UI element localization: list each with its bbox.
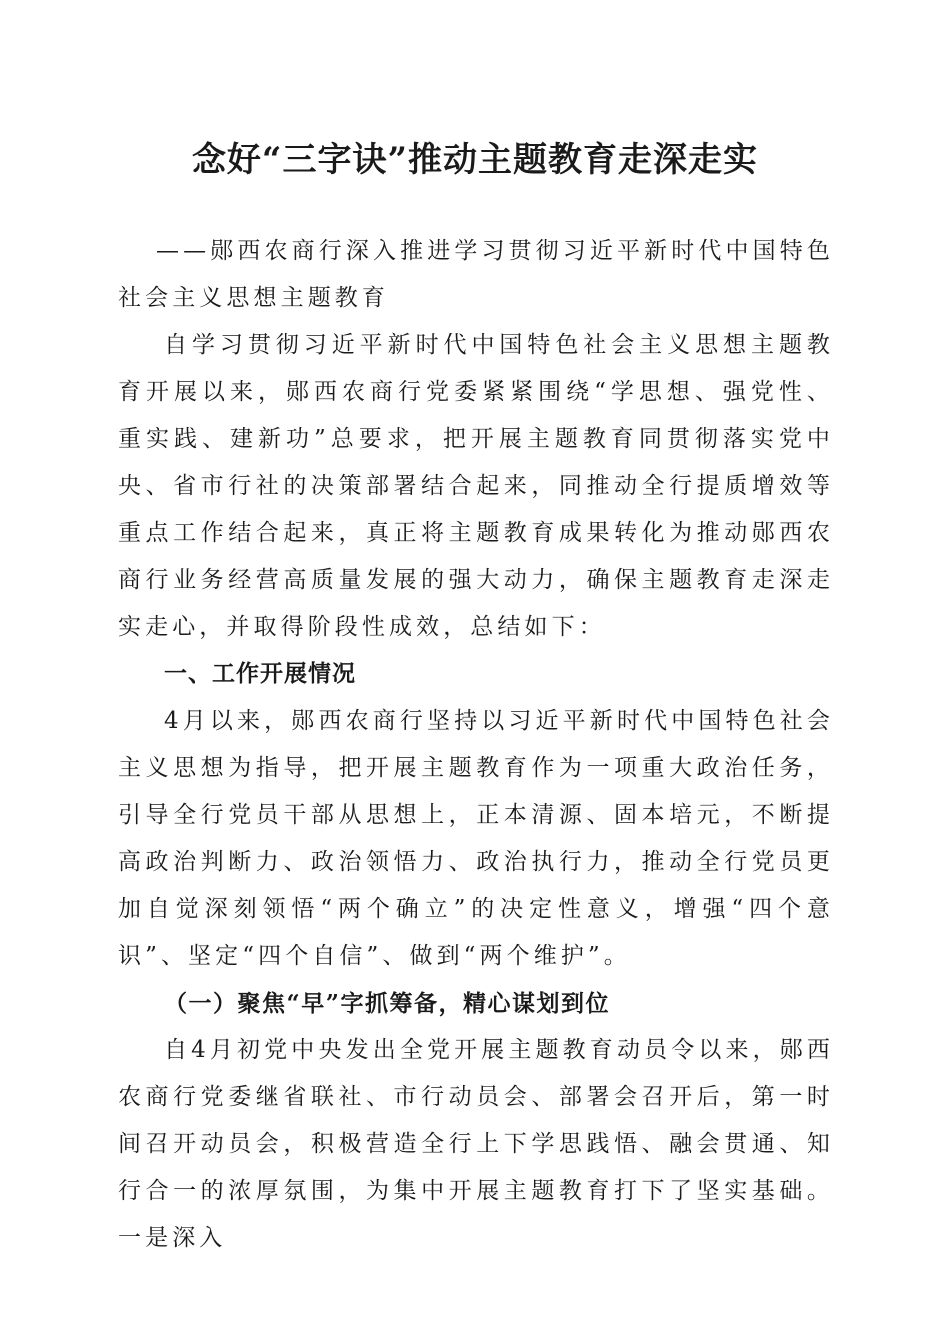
document-subtitle: ——郧西农商行深入推进学习贯彻习近平新时代中国特色社会主义思想主题教育 xyxy=(118,238,834,311)
document-body xyxy=(118,228,834,1262)
document-title: 念好“三字诀”推动主题教育走深走实 xyxy=(191,140,759,180)
intro-paragraph: 自学习贯彻习近平新时代中国特色社会主义思想主题教育开展以来，郧西农商行党委紧紧围绕“学思想、强党性、重实践、建新功”总要求，把开展主题教育同贯彻落实党中央、省市行社的决策部署结合起来，同推动全行提质增效等重点工作结合起来，真正将主题教育成果转化为推动郧西农商行业务经营高质量发展的强大动力，确保主题教育走深走实走心，并取得阶段性成效，总结如下： xyxy=(118,332,834,640)
section-1-paragraph: 4月以来，郧西农商行坚持以习近平新时代中国特色社会主义思想为指导，把开展主题教育作为一项重大政治任务，引导全行党员干部从思想上，正本清源、固本培元，不断提高政治判断力、政治领悟力、政治执行力，推动全行党员更加自觉深刻领悟“两个确立”的决定性意义，增强“四个意识”、坚定“四个自信”、做到“两个维护”。 xyxy=(118,708,834,969)
subsection-1-paragraph: 自4月初党中央发出全党开展主题教育动员令以来，郧西农商行党委继省联社、市行动员会、部署会召开后，第一时间召开动员会，积极营造全行上下学思践悟、融会贯通、知行合一的浓厚氛围，为集中开展主题教育打下了坚实基础。一是深入 xyxy=(118,1037,834,1251)
section-heading-1: 一、工作开展情况 xyxy=(164,661,356,687)
subsection-heading-1: （一）聚焦“早”字抓筹备，精心谋划到位 xyxy=(164,990,610,1017)
